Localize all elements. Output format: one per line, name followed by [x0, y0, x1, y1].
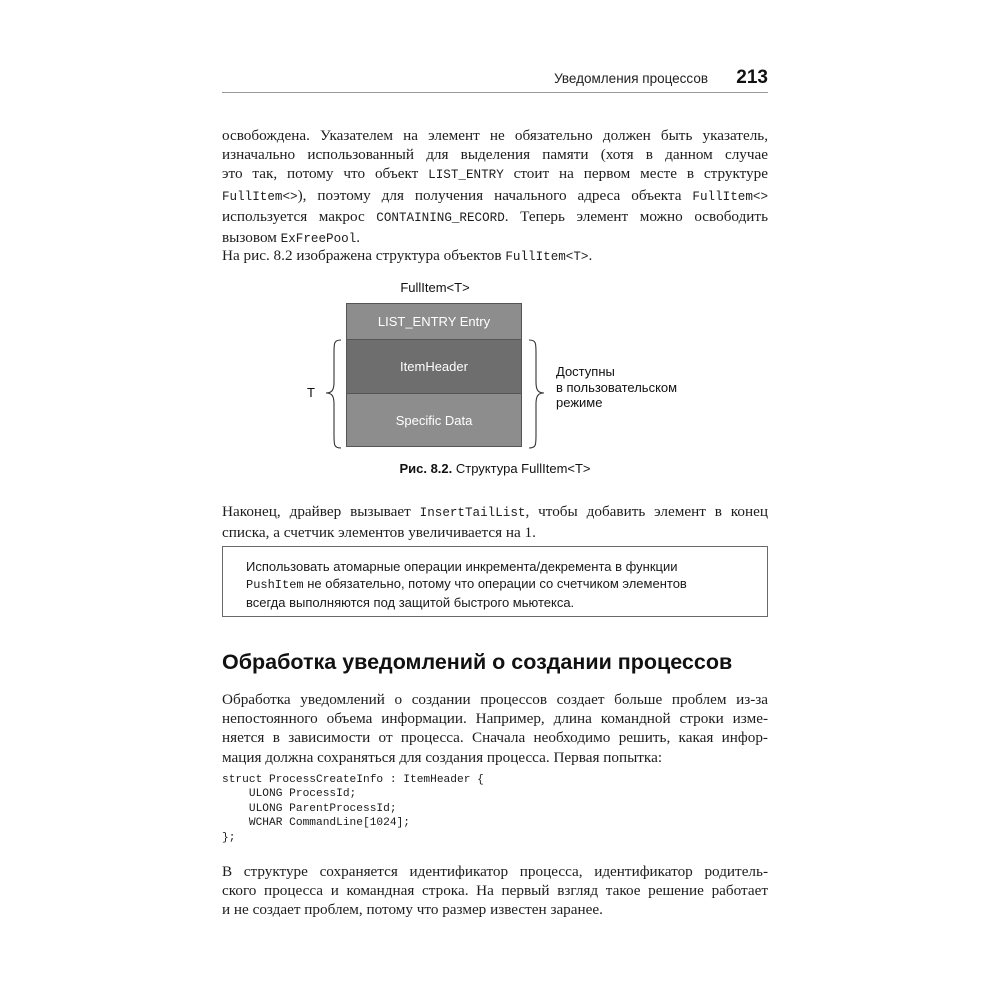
inline-code: FullItem<>	[222, 189, 298, 204]
text-line: списка, а счетчик элементов увеличивается на 1.	[222, 524, 536, 542]
text-line: PushItem не обязательно, потому что операции со счетчиком элементов	[246, 576, 687, 592]
running-header-title: Уведомления процессов	[554, 71, 708, 86]
text-line: и не создает проблем, потому что размер известен заранее.	[222, 901, 603, 919]
text-line: FullItem<>), поэтому для получения начального адреса объекта FullItem<>	[222, 186, 768, 204]
text-line: вызовом ExFreePool.	[222, 229, 361, 247]
paragraph-3	[222, 502, 768, 542]
text-line: освобождена. Указателем на элемент не обязательно должен быть указатель,	[222, 127, 768, 144]
inline-code: ExFreePool	[280, 232, 357, 247]
text-line: Наконец, драйвер вызывает InsertTailList, чтобы добавить элемент в конец	[222, 503, 768, 520]
text-line: Использовать атомарные операции инкремента/декремента в функции	[246, 559, 678, 574]
text-line: используется макрос CONTAINING_RECORD. Теперь элемент можно освободить	[222, 207, 768, 225]
specific-data-block: Specific Data	[346, 393, 522, 447]
text-line: это так, потому что объект LIST_ENTRY стоит на первом месте в структуре	[222, 165, 768, 183]
inline-code: PushItem	[246, 578, 304, 592]
list-entry-block: LIST_ENTRY Entry	[346, 303, 522, 340]
text-line: няется в зависимости от процесса. Сначала необходимо решить, какая инфор-	[222, 729, 768, 747]
user-mode-note-line: в пользовательском	[556, 379, 678, 395]
right-brace-icon	[526, 339, 548, 449]
text-line: мация должна сохраняться для создания процесса. Первая попытка:	[222, 748, 663, 766]
user-mode-note-line: режиме	[556, 395, 603, 410]
paragraph-1	[222, 126, 768, 249]
paragraph-2	[222, 246, 768, 267]
figure-title: FullItem<T>	[400, 280, 470, 295]
inline-code: FullItem<T>	[505, 250, 589, 264]
user-mode-note-line: Доступны	[556, 364, 615, 379]
note-box	[222, 546, 768, 617]
type-t-label: T	[307, 385, 315, 400]
inline-code: LIST_ENTRY	[428, 168, 504, 183]
text-line: всегда выполняются под защитой быстрого мьютекса.	[246, 595, 575, 610]
item-header-block: ItemHeader	[346, 339, 522, 394]
figure-caption-number: Рис. 8.2.	[399, 461, 453, 476]
user-mode-note	[556, 364, 696, 411]
text-line: На рис. 8.2 изображена структура объектов FullItem<T>.	[222, 247, 593, 264]
page-number: 213	[736, 67, 768, 88]
section-heading: Обработка уведомлений о создании процессов	[222, 650, 733, 674]
text-line: В структуре сохраняется идентификатор процесса, идентификатор родитель-	[222, 863, 768, 880]
figure-caption-text: Структура FullItem<T>	[452, 461, 591, 476]
left-brace-icon	[322, 339, 344, 449]
text-line: изначально использованный для выделения памяти (хотя в данном случае	[222, 146, 768, 164]
text-line: ского процесса и командная строка. На первый взгляд такое решение работает	[222, 882, 768, 900]
inline-code: InsertTailList	[419, 506, 526, 520]
figure-caption	[222, 461, 768, 476]
paragraph-5	[222, 862, 768, 920]
text-line: непостоянного объема информации. Например, длина командной строки изме-	[222, 710, 768, 728]
running-header	[222, 66, 768, 93]
paragraph-4	[222, 690, 768, 767]
inline-code: FullItem<>	[692, 189, 768, 204]
code-listing: struct ProcessCreateInfo : ItemHeader { ULONG ProcessId; ULONG ParentProcessId; WCHAR CommandLine[1024]; };	[222, 774, 484, 844]
text-line: Обработка уведомлений о создании процессов создает больше проблем из-за	[222, 691, 768, 708]
inline-code: CONTAINING_RECORD	[376, 210, 505, 225]
